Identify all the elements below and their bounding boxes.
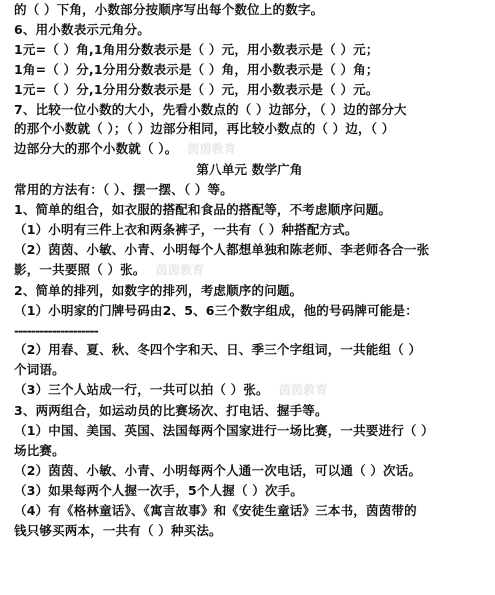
- text-line: 钱只够买两本，一共有（ ）种买法。: [14, 522, 222, 538]
- watermark: 茵茵教育: [155, 262, 205, 277]
- question-item: （4）有《格林童话》、《寓言故事》和《安徒生童话》三本书，茵茵带的: [14, 502, 417, 518]
- question-item: （2）茵茵、小敏、小青、小明每两个人通一次电话，可以通（ ）次话。: [14, 462, 422, 478]
- section-heading: 7、比较一位小数的大小，先看小数点的（ ）边部分，（ ）边的部分大: [14, 101, 407, 117]
- question-item: （1）中国、美国、英国、法国每两个国家进行一场比赛，一共要进行（ ）: [14, 423, 434, 439]
- question-item: （3）如果每两个人握一次手，5个人握（ ）次手。: [14, 482, 304, 498]
- question-item: （3）三个人站成一行，一共可以拍（ ）张。 茵茵教育: [14, 382, 328, 398]
- question-item: （2）用春、夏、秋、冬四个字和天、日、季三个字组词，一共能组（ ）: [14, 342, 422, 358]
- text-line: 的（ ）下角，小数部分按顺序写出每个数位上的数字。: [14, 2, 324, 17]
- answer-blank-line: --------------------: [14, 322, 98, 338]
- text-line: 边部分大的那个小数就（ ）。 茵茵教育: [14, 141, 237, 157]
- watermark: 茵茵教育: [187, 142, 237, 157]
- question-item: （1）小明家的门牌号码由2、5、6三个数字组成，他的号码牌可能是：: [14, 302, 418, 318]
- section-heading: 1、简单的组合，如衣服的搭配和食品的搭配等，不考虑顺序问题。: [14, 202, 392, 218]
- text-line: 常用的方法有：（ ）、摆一摆、（ ）等。: [14, 182, 233, 198]
- section-heading: 2、简单的排列，如数字的排列，考虑顺序的问题。: [14, 282, 303, 298]
- text-line: 个词语。: [14, 362, 65, 378]
- text-line: 1元=（ ）分,1分用分数表示是（ ）元，用小数表示是（ ）元。: [14, 81, 379, 97]
- section-heading: 6、用小数表示元角分。: [14, 21, 150, 37]
- text-line: 的那个小数就（ ）；（ ）边部分相同，再比较小数点的（ ）边，（ ）: [14, 121, 395, 137]
- unit-title: 第八单元 数学广角: [196, 162, 303, 178]
- watermark: 茵茵教育: [278, 383, 328, 398]
- section-heading: 3、两两组合，如运动员的比赛场次、打电话、握手等。: [14, 403, 328, 419]
- question-item: （1）小明有三件上衣和两条裤子，一共有（ ）种搭配方式。: [14, 221, 358, 237]
- text-line: 1元=（ ）角,1角用分数表示是（ ）元，用小数表示是（ ）元；: [14, 41, 379, 57]
- text-line: 影，一共要照（ ）张。 茵茵教育: [14, 261, 205, 277]
- question-item: （2）茵茵、小敏、小青、小明每个人都想单独和陈老师、李老师各合一张: [14, 241, 430, 257]
- text-line: 场比赛。: [14, 442, 65, 458]
- text-line: 1角=（ ）分,1分用分数表示是（ ）角，用小数表示是（ ）角；: [14, 61, 379, 77]
